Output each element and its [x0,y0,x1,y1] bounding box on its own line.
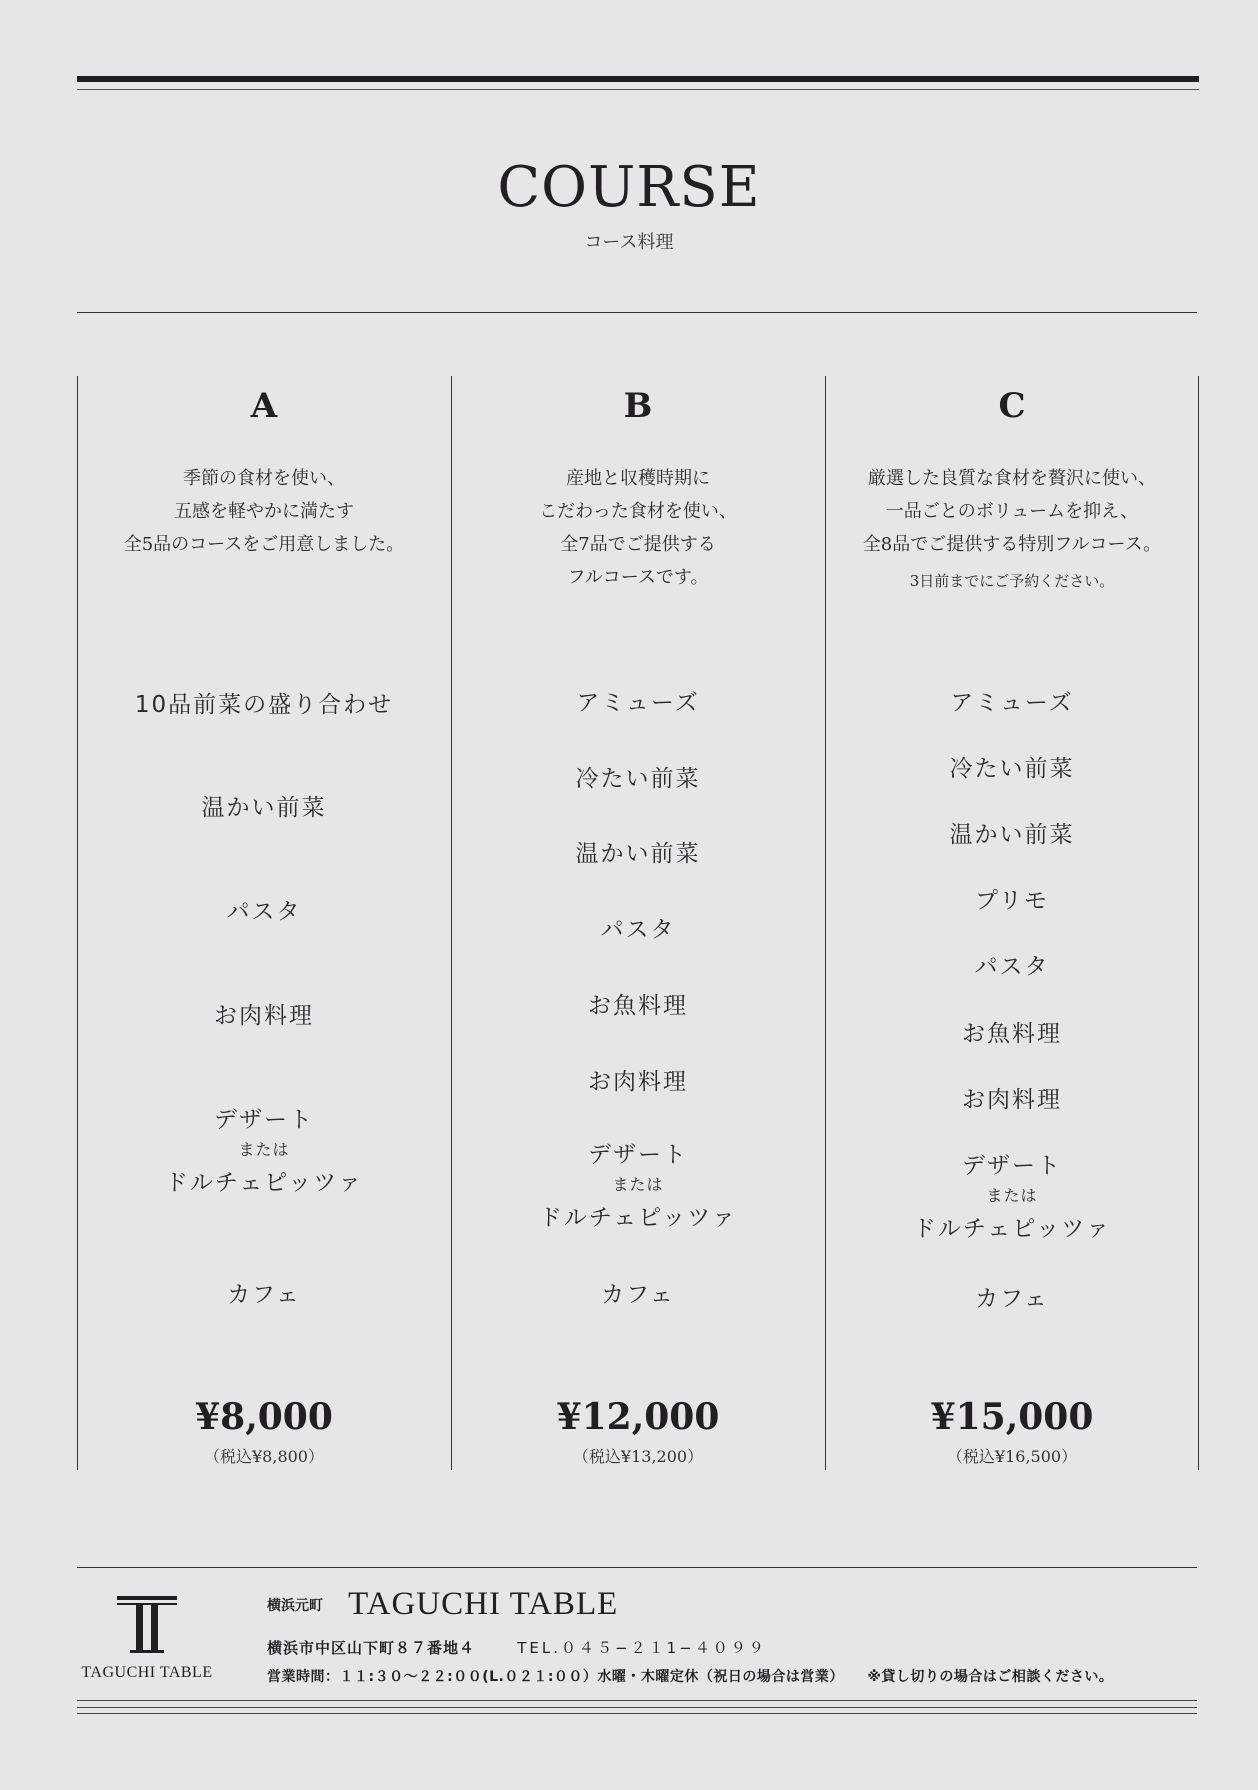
description-line: 五感を軽やかに満たす [174,501,354,522]
menu-item-dessert [825,1147,1199,1243]
dessert-or-label: または [986,1186,1038,1205]
menu-item: パスタ [600,917,676,943]
menu-item: 温かい前菜 [201,795,327,821]
menu-item: 温かい前菜 [949,822,1075,848]
course-letter: A [250,386,278,426]
logo-text: TAGUCHI TABLE [81,1664,213,1681]
title-block [0,155,1258,254]
rental-note: ※貸し切りの場合はご相談ください。 [867,1669,1114,1685]
course-description [451,462,825,594]
telephone: TEL.０４５−２１1−４０９９ [517,1639,767,1657]
restaurant-logo [77,1594,217,1682]
top-thick-rule [77,76,1199,82]
area-label: 横浜元町 [267,1597,323,1614]
course-price-tax: （税込¥13,200） [572,1447,704,1466]
course-price: ¥8,000 [195,1396,333,1438]
bottom-rule [77,1713,1197,1714]
menu-item: 冷たい前菜 [575,766,701,792]
course-price-tax: （税込¥8,800） [204,1447,324,1466]
description-line: こだわった食材を使い、 [539,501,737,522]
top-thin-rule [77,89,1199,90]
course-letter: C [998,386,1026,426]
menu-item: カフェ [227,1282,301,1308]
course-a [77,376,451,1470]
dessert-or-label: または [238,1140,290,1159]
description-line: 一品ごとのボリュームを抑え、 [885,501,1139,522]
description-line: 全7品でご提供する [560,534,716,555]
menu-item: お肉料理 [214,1003,314,1029]
title-divider [77,312,1197,313]
menu-item: 10品前菜の盛り合わせ [134,692,394,718]
description-line: 産地と収穫時期に [566,468,710,489]
course-description [77,462,451,561]
dessert-alt-label: ドルチェピッツァ [912,1216,1112,1242]
course-b [451,376,825,1470]
menu-item: お肉料理 [588,1069,688,1095]
bottom-rule [77,1700,1197,1701]
menu-item: お魚料理 [588,993,688,1019]
menu-item: 冷たい前菜 [949,756,1075,782]
description-line: フルコースです。 [567,567,709,588]
footer-divider [77,1567,1197,1568]
dessert-label: デザート [588,1142,688,1168]
business-hours: 営業時間：１１:３０〜２２:００(L.０２１:００）水曜・木曜定休（祝日の場合は営業） [267,1669,844,1685]
menu-item: 温かい前菜 [575,841,701,867]
dessert-or-label: または [612,1175,664,1194]
course-c [825,376,1199,1470]
brand-name: TAGUCHI TABLE [348,1586,619,1622]
menu-item: パスタ [974,954,1050,980]
page-title: COURSE [497,155,761,220]
menu-item: アミューズ [576,690,700,716]
menu-item: カフェ [601,1282,675,1308]
menu-item: お魚料理 [962,1021,1062,1047]
footer-brand-line [267,1586,618,1623]
bottom-rule [77,1707,1197,1708]
menu-item: パスタ [226,899,302,925]
footer-contact-line [267,1637,767,1658]
dessert-label: デザート [962,1153,1062,1179]
menu-item-dessert [451,1136,825,1232]
description-line: 季節の食材を使い、 [183,468,345,489]
menu-item: カフェ [975,1286,1049,1312]
description-line: 厳選した良質な食材を贅沢に使い、 [868,468,1156,489]
address: 横浜市中区山下町８７番地４ [267,1639,476,1657]
course-columns [77,376,1199,1470]
description-line: 全5品のコースをご用意しました。 [123,534,405,555]
dessert-alt-label: ドルチェピッツァ [538,1205,738,1231]
menu-item-dessert [77,1101,451,1197]
course-description [825,462,1199,601]
footer-hours-line [267,1666,1113,1686]
page-subtitle: コース料理 [584,232,674,253]
course-letter: B [623,386,653,426]
reservation-note: 3日前までにご予約ください。 [909,572,1115,590]
menu-item: プリモ [974,888,1050,914]
course-price-tax: （税込¥16,500） [946,1447,1078,1466]
course-price: ¥12,000 [556,1396,720,1438]
description-line: 全8品でご提供する特別フルコース。 [862,534,1162,555]
dessert-alt-label: ドルチェピッツァ [164,1170,364,1196]
t-logo-icon [116,1594,178,1656]
menu-item: お肉料理 [962,1087,1062,1113]
menu-item: アミューズ [950,690,1074,716]
dessert-label: デザート [214,1107,314,1133]
course-price: ¥15,000 [930,1396,1094,1438]
